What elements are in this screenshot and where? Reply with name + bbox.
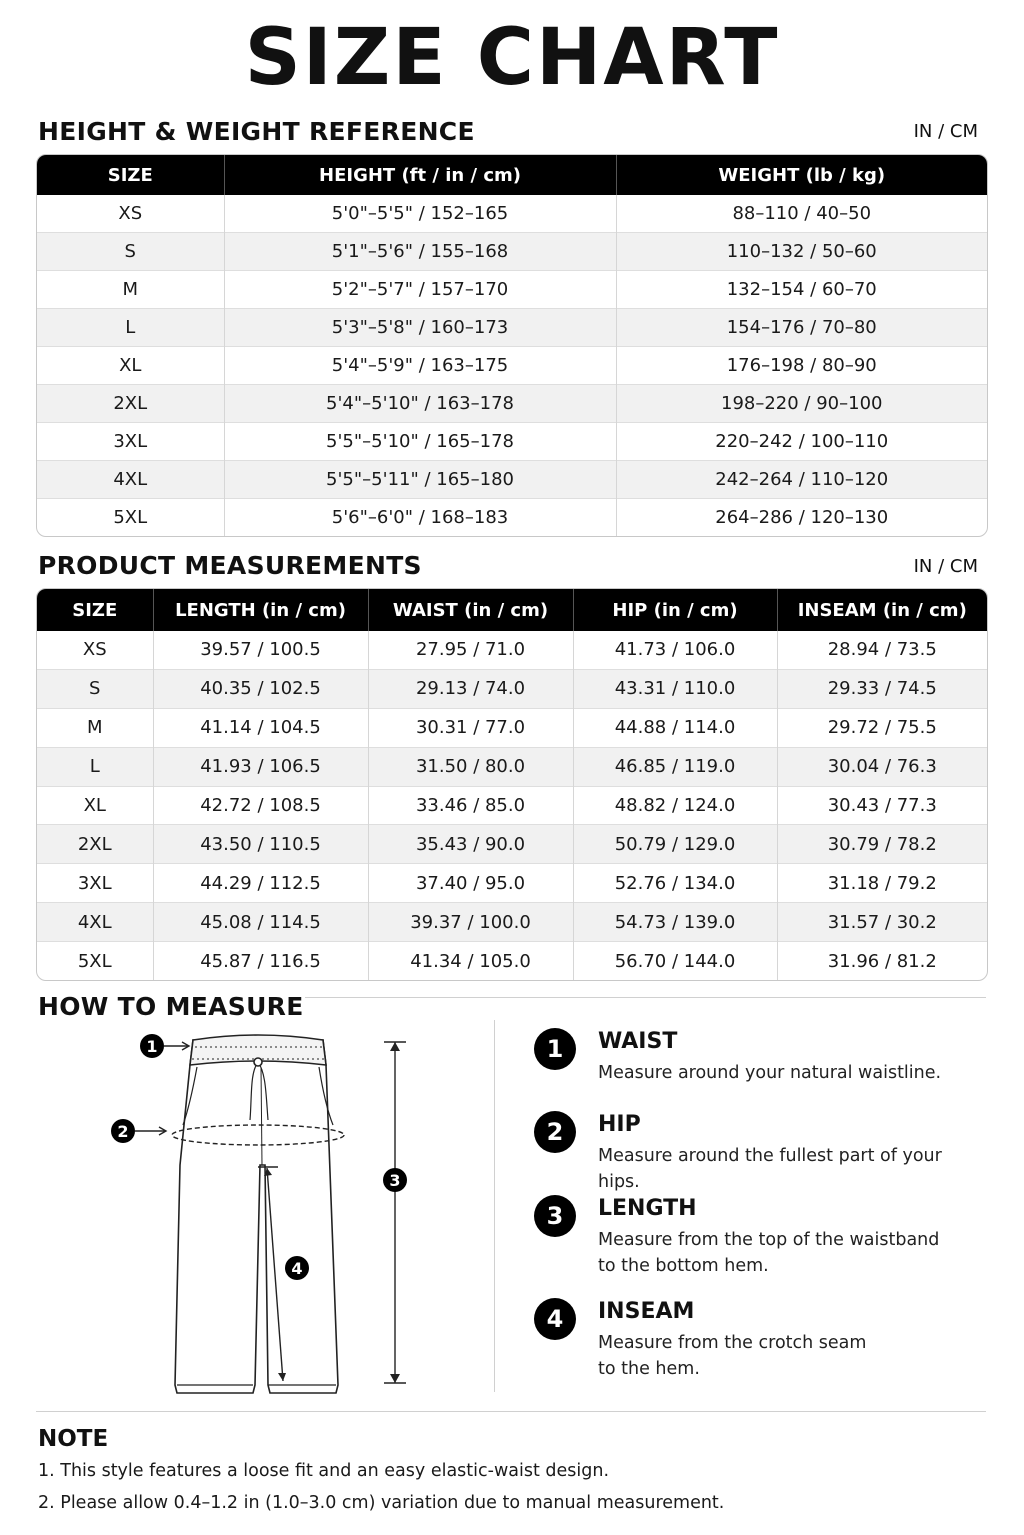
table-header-row <box>37 155 987 195</box>
step-number-icon: 2 <box>534 1111 576 1153</box>
cell-hip: 56.70 / 144.0 <box>573 942 777 980</box>
cell-size: 4XL <box>37 903 153 942</box>
table-row <box>37 461 987 499</box>
cell-inseam: 31.57 / 30.2 <box>777 903 987 942</box>
table-row <box>37 271 987 309</box>
drawstring-right <box>258 1062 268 1120</box>
table-row <box>37 903 987 942</box>
step-number-icon: 3 <box>534 1195 576 1237</box>
table-row <box>37 708 987 747</box>
column-header-waist: WAIST (in / cm) <box>368 589 573 631</box>
cell-waist: 41.34 / 105.0 <box>368 942 573 980</box>
product-measurements-units: IN / CM <box>913 556 978 577</box>
cell-waist: 33.46 / 85.0 <box>368 786 573 825</box>
table-row <box>37 864 987 903</box>
cell-height: 5'5"–5'10" / 165–178 <box>224 423 616 461</box>
cell-weight: 154–176 / 70–80 <box>616 309 987 347</box>
table-row <box>37 233 987 271</box>
cell-weight: 198–220 / 90–100 <box>616 385 987 423</box>
marker-2-text: 2 <box>117 1122 129 1141</box>
pants-diagram <box>100 1025 440 1405</box>
measure-description: Measure from the top of the waistband to the bottom hem. <box>598 1230 940 1276</box>
column-header-size: SIZE <box>37 155 224 195</box>
cell-length: 41.93 / 106.5 <box>153 747 368 786</box>
cell-length: 39.57 / 100.5 <box>153 631 368 669</box>
cell-height: 5'4"–5'9" / 163–175 <box>224 347 616 385</box>
note-heading: NOTE <box>38 1426 109 1452</box>
cell-size: XS <box>37 631 153 669</box>
cell-height: 5'3"–5'8" / 160–173 <box>224 309 616 347</box>
column-header-size: SIZE <box>37 589 153 631</box>
cell-weight: 264–286 / 120–130 <box>616 499 987 537</box>
cell-inseam: 30.04 / 76.3 <box>777 747 987 786</box>
cell-weight: 176–198 / 80–90 <box>616 347 987 385</box>
vertical-divider <box>494 1020 495 1392</box>
table-row <box>37 825 987 864</box>
cell-hip: 48.82 / 124.0 <box>573 786 777 825</box>
cell-hip: 52.76 / 134.0 <box>573 864 777 903</box>
cell-size: 4XL <box>37 461 224 499</box>
cell-size: 5XL <box>37 942 153 980</box>
step-number-icon: 4 <box>534 1298 576 1340</box>
cell-height: 5'5"–5'11" / 165–180 <box>224 461 616 499</box>
cell-size: S <box>37 233 224 271</box>
marker-1-text: 1 <box>146 1037 158 1056</box>
table-row <box>37 669 987 708</box>
table-row <box>37 942 987 980</box>
measure-title: WAIST <box>598 1029 678 1054</box>
cell-hip: 44.88 / 114.0 <box>573 708 777 747</box>
table-row <box>37 385 987 423</box>
pants-outline <box>175 1040 338 1393</box>
cell-weight: 220–242 / 100–110 <box>616 423 987 461</box>
measure-title: HIP <box>598 1112 641 1137</box>
note-line-1: 1. This style features a loose fit and an easy elastic-waist design. <box>38 1461 610 1481</box>
cell-length: 41.14 / 104.5 <box>153 708 368 747</box>
cell-weight: 110–132 / 50–60 <box>616 233 987 271</box>
cell-size: M <box>37 271 224 309</box>
cell-weight: 88–110 / 40–50 <box>732 203 872 224</box>
cell-size: 5XL <box>37 499 224 537</box>
cell-size: 2XL <box>37 385 224 423</box>
cell-length: 43.50 / 110.5 <box>153 825 368 864</box>
cell-size: 3XL <box>37 423 224 461</box>
cell-size: 2XL <box>37 825 153 864</box>
hip-measure-line <box>172 1125 344 1145</box>
cell-length: 42.72 / 108.5 <box>153 786 368 825</box>
column-header-weight: WEIGHT (lb / kg) <box>616 155 987 195</box>
height-weight-table <box>36 154 988 537</box>
column-header-length: LENGTH (in / cm) <box>153 589 368 631</box>
cell-height: 5'2"–5'7" / 157–170 <box>224 271 616 309</box>
cell-waist: 31.50 / 80.0 <box>368 747 573 786</box>
cell-inseam: 31.18 / 79.2 <box>777 864 987 903</box>
cell-length: 45.87 / 116.5 <box>153 942 368 980</box>
how-to-measure-heading: HOW TO MEASURE <box>38 992 304 1021</box>
product-measurements-heading: PRODUCT MEASUREMENTS <box>38 551 422 580</box>
drawstring-left <box>250 1062 258 1120</box>
cell-length: 40.35 / 102.5 <box>153 669 368 708</box>
note-line-2: 2. Please allow 0.4–1.2 in (1.0–3.0 cm) variation due to manual measurement. <box>38 1493 725 1513</box>
measure-description: Measure from the crotch seam to the hem. <box>598 1333 867 1379</box>
cell-waist: 35.43 / 90.0 <box>368 825 573 864</box>
cell-hip: 46.85 / 119.0 <box>573 747 777 786</box>
marker-4-text: 4 <box>291 1259 303 1278</box>
cell-weight: 242–264 / 110–120 <box>616 461 987 499</box>
height-weight-heading: HEIGHT & WEIGHT REFERENCE <box>38 117 475 146</box>
cell-hip: 43.31 / 110.0 <box>573 669 777 708</box>
cell-hip: 54.73 / 139.0 <box>573 903 777 942</box>
drawstring-knot <box>254 1058 262 1066</box>
cell-length: 44.29 / 112.5 <box>153 864 368 903</box>
measure-title: LENGTH <box>598 1196 697 1221</box>
cell-size: XL <box>37 347 224 385</box>
cell-waist: 37.40 / 95.0 <box>368 864 573 903</box>
cell-inseam: 29.72 / 75.5 <box>777 708 987 747</box>
table-row <box>37 347 987 385</box>
cell-height: 5'6"–6'0" / 168–183 <box>224 499 616 537</box>
cell-size: XL <box>37 786 153 825</box>
table-row <box>37 747 987 786</box>
column-header-hip: HIP (in / cm) <box>573 589 777 631</box>
marker-3-text: 3 <box>389 1171 401 1190</box>
measure-title: INSEAM <box>598 1299 695 1324</box>
height-weight-units: IN / CM <box>913 121 978 142</box>
note-divider <box>36 1411 986 1412</box>
cell-waist: 39.37 / 100.0 <box>368 903 573 942</box>
table-row <box>37 786 987 825</box>
table-row <box>37 423 987 461</box>
step-number-icon: 1 <box>534 1028 576 1070</box>
cell-inseam: 30.43 / 77.3 <box>777 786 987 825</box>
product-measurements-table <box>36 588 988 981</box>
cell-inseam: 29.33 / 74.5 <box>777 669 987 708</box>
cell-size: L <box>37 309 224 347</box>
cell-size: XS <box>37 195 224 233</box>
table-row <box>37 631 987 669</box>
cell-waist: 30.31 / 77.0 <box>368 708 573 747</box>
measure-description: Measure around your natural waistline. <box>598 1063 942 1083</box>
cell-hip: 50.79 / 129.0 <box>573 825 777 864</box>
measure-description: Measure around the fullest part of your hips. <box>598 1146 942 1192</box>
cell-inseam: 31.96 / 81.2 <box>777 942 987 980</box>
inseam-measure-line <box>267 1168 283 1381</box>
page-title: SIZE CHART <box>244 13 780 103</box>
table-row <box>37 309 987 347</box>
section-divider <box>305 997 986 998</box>
column-header-height: HEIGHT (ft / in / cm) <box>224 155 616 195</box>
cell-length: 45.08 / 114.5 <box>153 903 368 942</box>
cell-height: 5'4"–5'10" / 163–178 <box>224 385 616 423</box>
cell-hip: 41.73 / 106.0 <box>573 631 777 669</box>
cell-size: S <box>37 669 153 708</box>
cell-height: 5'0"–5'5" / 152–165 <box>224 195 616 233</box>
cell-size: L <box>37 747 153 786</box>
cell-size: 3XL <box>37 864 153 903</box>
table-row <box>37 195 987 233</box>
cell-waist: 27.95 / 71.0 <box>368 631 573 669</box>
cell-inseam: 30.79 / 78.2 <box>777 825 987 864</box>
cell-height: 5'1"–5'6" / 155–168 <box>224 233 616 271</box>
cell-waist: 29.13 / 74.0 <box>368 669 573 708</box>
cell-inseam: 28.94 / 73.5 <box>827 639 937 661</box>
table-header-row <box>37 589 987 631</box>
cell-weight: 132–154 / 60–70 <box>616 271 987 309</box>
table-row <box>37 499 987 537</box>
cell-size: M <box>37 708 153 747</box>
column-header-inseam: INSEAM (in / cm) <box>777 589 987 631</box>
